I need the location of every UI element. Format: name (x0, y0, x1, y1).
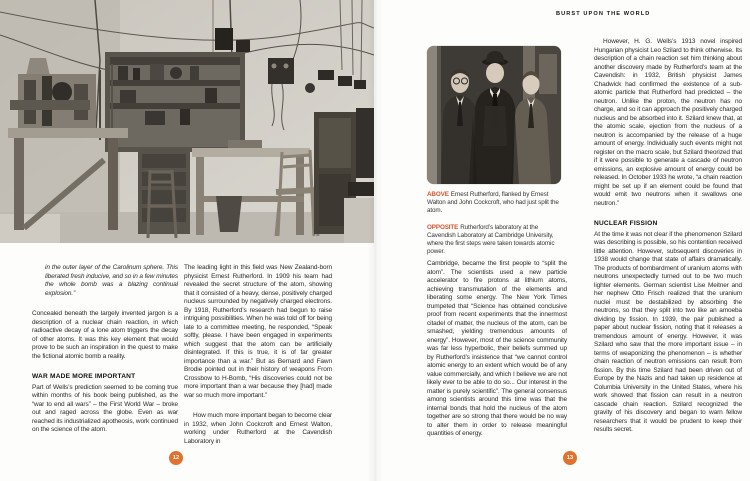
body-paragraph: However, H. G. Wells’s 1913 novel inspired Hungarian physicist Leo Szilard to think otherwise. Its description of a chain reaction set him thinking about another discovery made by Rutherford’s team at the Cavendish: in 1932, British physicist James Chadwick had confirmed the existence of a sub-atomic particle that Rutherford had predicted – the neutron. Unlike the proton, the neutron has no charge, and so it can approach the positively charged nucleus and be absorbed into it. Szilard knew that, at the atomic scale, ejection from the nucleus of a neutron is accompanied by the release of a huge amount of energy. Individually such events might not register on the macro scale, but Szilard theorized that if it were possible to generate a cascade of neutron emissions, an explosive amount of energy could be released. In October 1933 he wrote, “a chain reaction might be set up if an element could be found that would emit two neutrons when it swallows one neutron.” (594, 38, 742, 207)
section-heading-nuclear-fission: NUCLEAR FISSION (594, 220, 658, 227)
body-paragraph: Part of Wells’s prediction seemed to be coming true within months of his book being published, as the “war to end all wars” – the First World War – broke out and raged across the globe. Even as war reached its industrialized apotheosis, work continued on the science of the atom. (32, 383, 178, 433)
running-head: BURST UPON THE WORLD (556, 11, 651, 17)
lab-photo (0, 0, 374, 243)
left-page-column-1 (32, 264, 178, 435)
body-paragraph: Concealed beneath the largely invented jargon is a description of a nuclear chain reaction, in which radioactive decay of a lone atom triggers the decay of other atoms. It was this key element that would prove to be such an inspiration in the quest to make the fictional atomic bomb a reality. (32, 310, 178, 360)
body-paragraph: The leading light in this field was New Zealand-born physicist Ernest Rutherford. In 1909 his team had revealed the secret structure of the atom, showing that it consisted of a heavy, dense, positively charged nucleus surrounded by negatively charged electrons. By 1918, Rutherford’s research had begun to raise intriguing possibilities. When he was told off for being late to a committee meeting, he responded, “Speak softly, please. I have been engaged in experiments which suggest that the atom can be artificially disintegrated. If this is true, it is of far greater importance than a war.” But as Bernard and Fawn Brodie pointed out in their history of weapons From Crossbow to H-Bomb, “His discoveries could not be more important than a war because they [had] made war so much more important.” (184, 264, 332, 399)
body-paragraph: Cambridge, became the first people to “split the atom”. The scientists used a new particle accelerator to fire protons at lithium atoms, achieving transmutation of the elements and liberating some energy. The New York Times trumpeted that “Science has obtained conclusive proof from recent experiments that the innermost citadel of matter, the nucleus of the atom, can be smashed, yielding tremendous amounts of energy”. However, most of the science community was far less hyperbolic, their beliefs summed up by Rutherford’s insistence that “we cannot control atomic energy to an extent which would be of any value commercially, and which I believe we are not likely ever to be able to do so... Our interest in the matter is purely scientific”. The general consensus among scientists around this time was that the internal bonds that hold the nucleus of the atom together are so strong that there would be no way to alter them in order to release meaningful quantities of energy. (427, 260, 567, 437)
section-heading-war: WAR MADE MORE IMPORTANT (32, 373, 136, 380)
caption-text: Rutherford’s laboratory at the Cavendish Laboratory at Cambridge University, where the first steps were taken towards atomic power. (427, 223, 555, 256)
page-number-12: 12 (169, 451, 183, 465)
right-page-column-2 (594, 38, 742, 435)
scientists-photo (427, 46, 561, 184)
scientists-photo-illustration (427, 46, 561, 184)
body-paragraph: How much more important began to become clear in 1932, when John Cockcroft and Ernest Walton, working under Rutherford at the Cavendish Laboratory in (184, 412, 332, 445)
lab-photo-illustration (0, 0, 374, 243)
left-page-column-2 (184, 264, 332, 446)
caption-opposite (427, 224, 567, 257)
caption-label-opposite: OPPOSITE (427, 223, 459, 231)
photo-captions (427, 191, 567, 264)
caption-text: Ernest Rutherford, flanked by Ernest Walton and John Cockcroft, who had just split the atom. (427, 191, 559, 215)
wells-novel-quote: in the outer layer of the Carolinum sphere. This liberated fresh inducive, and so in a few minutes the whole bomb was a blazing continual explosion.” (45, 264, 178, 297)
caption-above (427, 191, 567, 216)
right-page-column-1 (427, 260, 567, 439)
body-paragraph: At the time it was not clear if the phenomenon Szilard was describing is possible, so his contention received little attention. However, subsequent discoveries in 1938 would change that state of affairs dramatically. The products of bombardment of uranium atoms with neutrons unexpectedly turned out to be two much lighter elements. German scientist Lise Meitner and her nephew Otto Frisch realized that the uranium nuclei must be destabilized by absorbing the neutrons, so that they split into two like an amoeba dividing by fission. In 1939, the pair published a paper about nuclear fission, noting that it releases a tremendous amount of energy. However, it was Szilard who saw that the more important issue – in terms of weaponizing the phenomenon – is whether chain reaction of neutron emissions can result from fission. By this time Szilard had been driven out of Europe by the Nazis and had taken up residence at Columbia University in the United States, where his work showed that fission can result in a neutron cascade chain reaction. Szilard recognized the gravity of his discovery and began to warn fellow researchers that it would be prudent to keep their results secret. (594, 230, 742, 433)
caption-label-above: ABOVE (427, 191, 449, 198)
page-number-13: 13 (563, 451, 577, 465)
